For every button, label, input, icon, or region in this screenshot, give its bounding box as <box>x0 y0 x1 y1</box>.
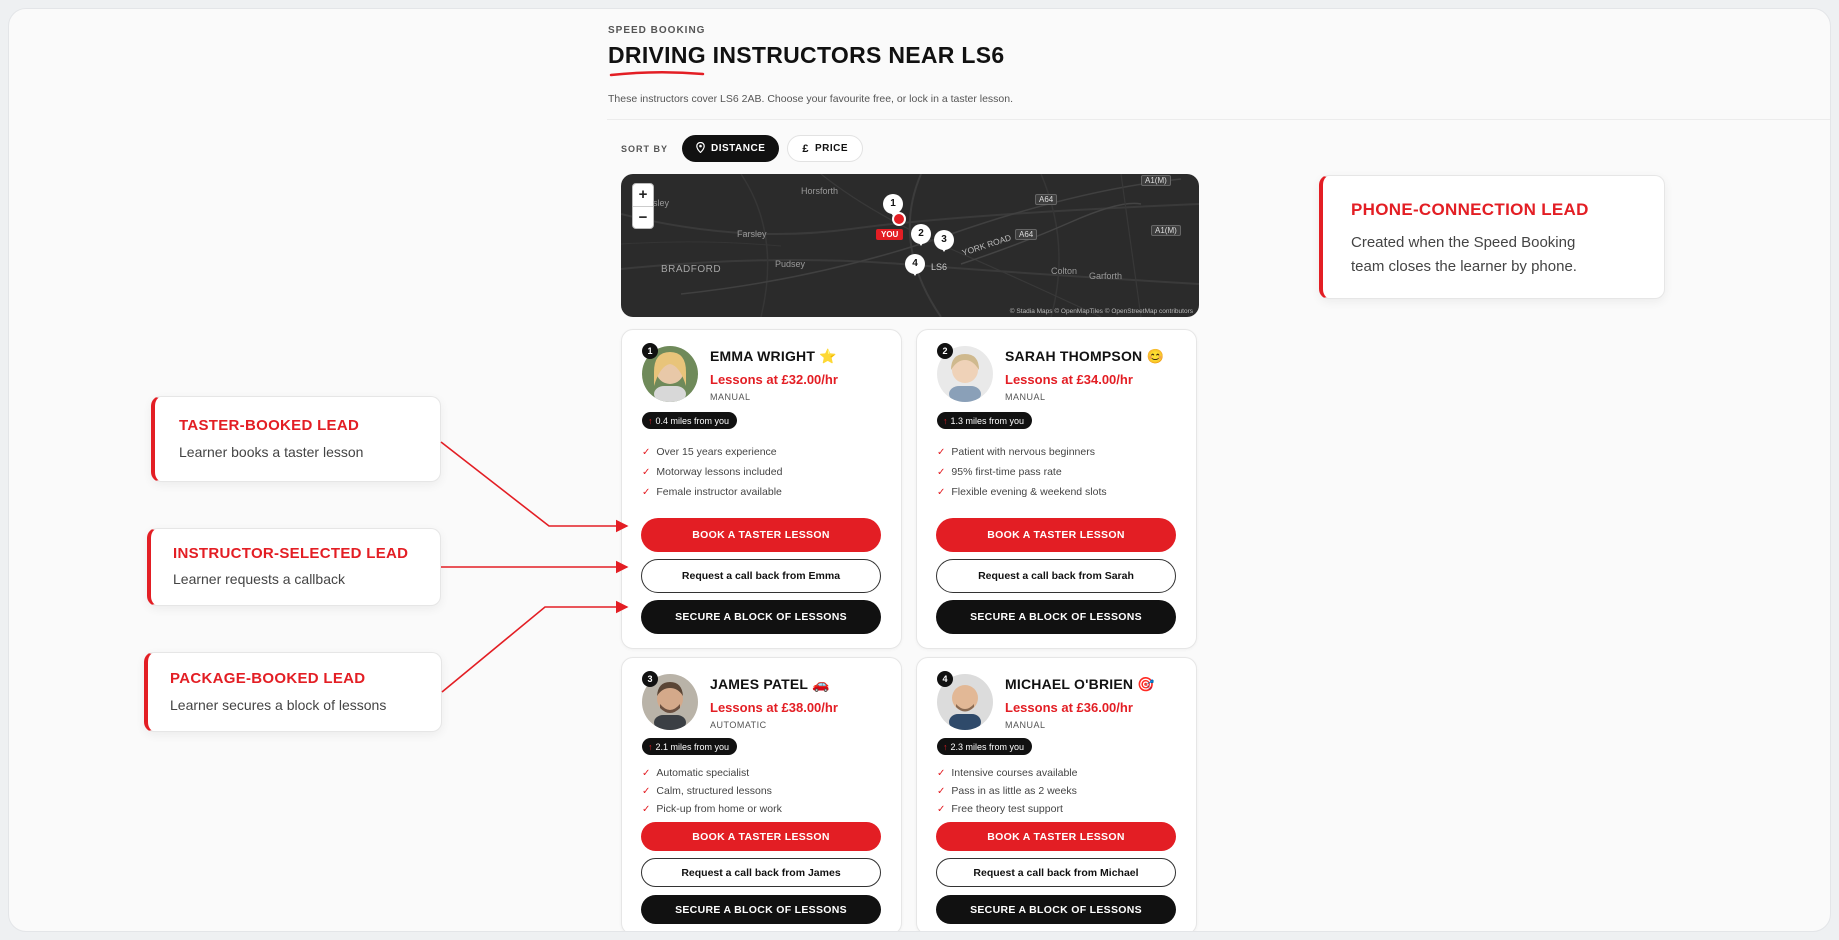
callout-title: PACKAGE-BOOKED LEAD <box>170 670 366 687</box>
you-location-marker <box>892 212 906 226</box>
book-taster-button[interactable]: BOOK A TASTER LESSON <box>641 822 881 851</box>
transmission-label: MANUAL <box>1005 392 1046 402</box>
pound-icon: £ <box>802 142 810 155</box>
request-callback-button[interactable]: Request a call back from Emma <box>641 559 881 593</box>
map-label-ilkley: sley <box>653 198 670 208</box>
distance-badge <box>937 738 1032 755</box>
distance-text: 1.3 miles from you <box>950 415 1025 426</box>
instructor-name: SARAH THOMPSON 😊 <box>1005 348 1165 364</box>
book-taster-button[interactable]: BOOK A TASTER LESSON <box>936 822 1176 851</box>
rank-badge: 3 <box>642 671 658 687</box>
callout-desc: Learner requests a callback <box>173 571 345 587</box>
callout-taster-booked <box>151 396 441 482</box>
distance-text: 2.1 miles from you <box>655 741 730 752</box>
check-icon: ✓ <box>937 486 946 498</box>
feature-text: Intensive courses available <box>951 767 1078 779</box>
feature-item <box>642 764 782 782</box>
check-icon: ✓ <box>642 466 651 478</box>
map-pin-4[interactable]: 4 <box>905 254 925 274</box>
rank-badge: 2 <box>937 343 953 359</box>
secure-block-button[interactable]: SECURE A BLOCK OF LESSONS <box>641 895 881 924</box>
distance-text: 2.3 miles from you <box>950 741 1025 752</box>
map-pin-icon <box>696 142 705 156</box>
book-taster-button[interactable]: BOOK A TASTER LESSON <box>641 518 881 552</box>
callout-desc: Learner books a taster lesson <box>179 444 364 460</box>
map-pin-3[interactable]: 3 <box>934 230 954 250</box>
map-label-pudsey: Pudsey <box>775 259 806 269</box>
map-label-garforth: Garforth <box>1089 271 1123 281</box>
transmission-label: MANUAL <box>1005 720 1046 730</box>
feature-list <box>937 442 1107 502</box>
feature-item <box>937 800 1077 818</box>
callout-title: TASTER-BOOKED LEAD <box>179 417 360 434</box>
feature-item <box>642 800 782 818</box>
request-callback-button[interactable]: Request a call back from Sarah <box>936 559 1176 593</box>
check-icon: ✓ <box>642 803 651 815</box>
feature-item <box>937 482 1107 502</box>
check-icon: ✓ <box>642 446 651 458</box>
check-icon: ✓ <box>937 767 946 779</box>
sort-price-label: PRICE <box>815 143 849 154</box>
feature-text: Automatic specialist <box>656 767 750 779</box>
instructor-name: JAMES PATEL 🚗 <box>710 676 830 692</box>
instructor-price: Lessons at £34.00/hr <box>1005 372 1133 387</box>
check-icon: ✓ <box>642 767 651 779</box>
transmission-label: MANUAL <box>710 392 751 402</box>
map-attribution: © Stadia Maps © OpenMapTiles © OpenStreetMap contributors <box>1009 308 1193 315</box>
instructor-name: EMMA WRIGHT ⭐ <box>710 348 837 364</box>
feature-text: Over 15 years experience <box>656 446 777 458</box>
instructor-name: MICHAEL O'BRIEN 🎯 <box>1005 676 1155 692</box>
feature-item <box>642 462 782 482</box>
zoom-out-button[interactable]: − <box>633 206 653 228</box>
feature-item <box>937 442 1107 462</box>
sort-distance-label: DISTANCE <box>711 143 766 154</box>
instructor-card-sarah <box>916 329 1197 649</box>
check-icon: ✓ <box>642 785 651 797</box>
feature-text: Flexible evening & weekend slots <box>951 486 1107 498</box>
feature-item <box>642 442 782 462</box>
feature-text: Motorway lessons included <box>656 466 783 478</box>
instructor-price: Lessons at £38.00/hr <box>710 700 838 715</box>
feature-item <box>642 782 782 800</box>
feature-text: 95% first-time pass rate <box>951 466 1062 478</box>
feature-item <box>642 482 782 502</box>
callout-title: PHONE-CONNECTION LEAD <box>1351 200 1589 219</box>
callout-desc: Learner secures a block of lessons <box>170 697 387 713</box>
instructor-card-emma <box>621 329 902 649</box>
arrow-up-icon: ↑ <box>648 741 653 752</box>
distance-badge <box>937 412 1032 429</box>
rank-badge: 1 <box>642 343 658 359</box>
feature-list <box>937 764 1077 818</box>
feature-item <box>937 764 1077 782</box>
map-pin-2[interactable]: 2 <box>911 224 931 244</box>
distance-badge <box>642 738 737 755</box>
secure-block-button[interactable]: SECURE A BLOCK OF LESSONS <box>641 600 881 634</box>
map-road-a64-mid: A64 <box>1015 229 1037 240</box>
map-roads <box>621 174 1199 317</box>
arrow-up-icon: ↑ <box>943 415 948 426</box>
map-road-a1m-top: A1(M) <box>1141 175 1171 186</box>
map-label-horsforth: Horsforth <box>801 186 839 196</box>
page-subtitle: These instructors cover LS6 2AB. Choose your favourite free, or lock in a taster lesson. <box>608 93 1014 105</box>
feature-text: Calm, structured lessons <box>656 785 772 797</box>
instructor-price: Lessons at £36.00/hr <box>1005 700 1133 715</box>
callout-phone-connection <box>1319 175 1665 299</box>
feature-item <box>937 462 1107 482</box>
check-icon: ✓ <box>937 803 946 815</box>
feature-text: Patient with nervous beginners <box>951 446 1095 458</box>
feature-text: Free theory test support <box>951 803 1063 815</box>
callout-desc-line1: Created when the Speed Booking <box>1351 234 1576 251</box>
page-title: DRIVING INSTRUCTORS NEAR LS6 <box>608 42 1005 68</box>
book-taster-button[interactable]: BOOK A TASTER LESSON <box>936 518 1176 552</box>
request-callback-button[interactable]: Request a call back from Michael <box>936 858 1176 887</box>
map-label-ls6: LS6 <box>931 262 948 272</box>
callout-instructor-selected <box>147 528 441 606</box>
feature-item <box>937 782 1077 800</box>
zoom-in-button[interactable]: + <box>638 186 648 203</box>
map-label-bradford: BRADFORD <box>661 264 722 275</box>
distance-text: 0.4 miles from you <box>655 415 730 426</box>
callout-title: INSTRUCTOR-SELECTED LEAD <box>173 545 409 562</box>
transmission-label: AUTOMATIC <box>710 720 767 730</box>
arrow-up-icon: ↑ <box>943 741 948 752</box>
map-label-york-road: YORK ROAD <box>960 232 1013 258</box>
map-road-a1m-right: A1(M) <box>1151 225 1181 236</box>
check-icon: ✓ <box>937 785 946 797</box>
title-underline <box>609 69 705 79</box>
sort-distance-button[interactable] <box>682 135 779 162</box>
you-tag: YOU <box>876 229 903 240</box>
sort-bar <box>621 135 863 162</box>
map-zoom-controls <box>632 183 654 229</box>
arrow-up-icon: ↑ <box>648 415 653 426</box>
feature-text: Pass in as little as 2 weeks <box>951 785 1077 797</box>
instructor-price: Lessons at £32.00/hr <box>710 372 838 387</box>
feature-list <box>642 764 782 818</box>
instructor-card-james <box>621 657 902 932</box>
header-divider <box>607 119 1830 120</box>
map-label-farsley: Farsley <box>737 229 767 239</box>
callout-package-booked <box>144 652 442 732</box>
rank-badge: 4 <box>937 671 953 687</box>
map-road-a64-top: A64 <box>1035 194 1057 205</box>
map-pin-1[interactable]: 1 <box>883 194 903 214</box>
secure-block-button[interactable]: SECURE A BLOCK OF LESSONS <box>936 600 1176 634</box>
feature-list <box>642 442 782 502</box>
sort-label: SORT BY <box>621 143 669 154</box>
feature-text: Female instructor available <box>656 486 782 498</box>
instructor-card-michael <box>916 657 1197 932</box>
sort-price-button[interactable] <box>787 135 863 162</box>
page-frame <box>8 8 1831 932</box>
check-icon: ✓ <box>937 446 946 458</box>
secure-block-button[interactable]: SECURE A BLOCK OF LESSONS <box>936 895 1176 924</box>
map-label-colton: Colton <box>1051 266 1078 276</box>
check-icon: ✓ <box>642 486 651 498</box>
instructor-map[interactable] <box>621 174 1199 317</box>
distance-badge <box>642 412 737 429</box>
feature-text: Pick-up from home or work <box>656 803 782 815</box>
check-icon: ✓ <box>937 466 946 478</box>
request-callback-button[interactable]: Request a call back from James <box>641 858 881 887</box>
eyebrow: SPEED BOOKING <box>608 25 706 36</box>
callout-desc-line2: team closes the learner by phone. <box>1351 258 1577 275</box>
